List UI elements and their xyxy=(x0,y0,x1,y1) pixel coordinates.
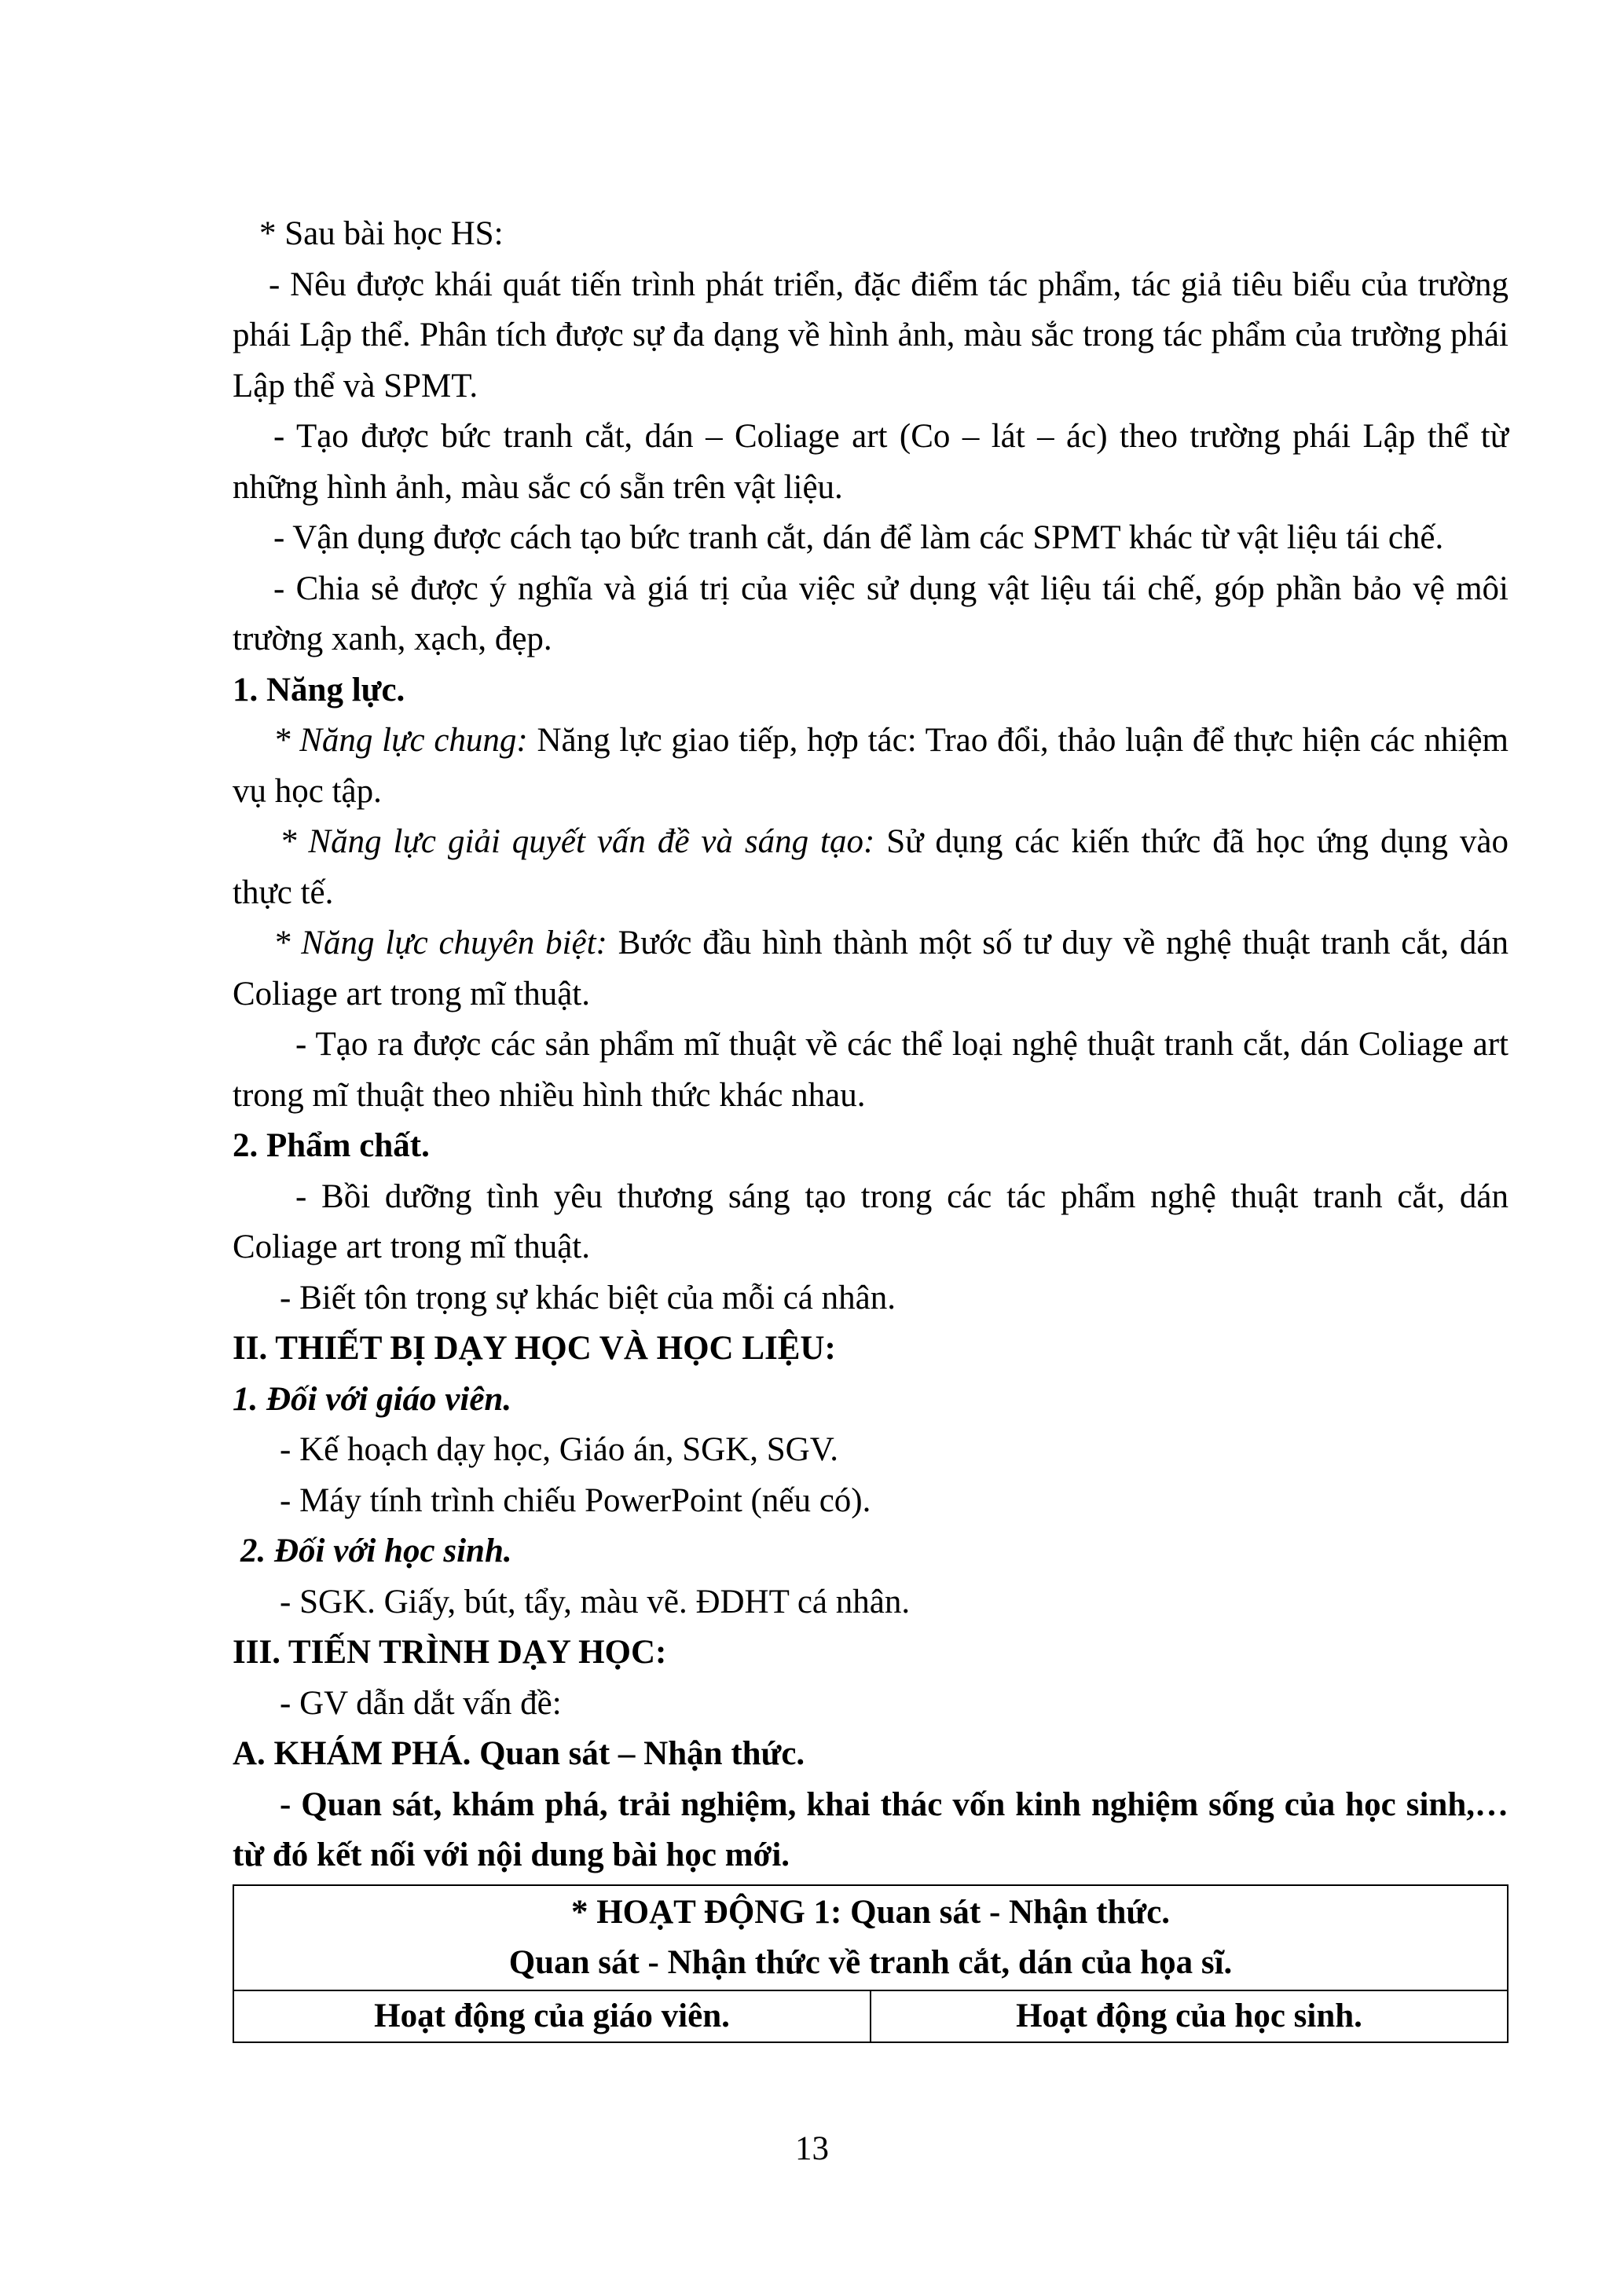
objective-paragraph: - Nêu được khái quát tiến trình phát triển, đặc điểm tác phẩm, tác giả tiêu biểu của trường phái Lập thể. Phân tích được sự đa dạng về hình ảnh, màu sắc trong tác phẩm của trường phái Lập thể và SPMT. xyxy=(233,265,1509,405)
page-number: 13 xyxy=(795,2130,829,2167)
heading-giao-vien: 1. Đối với giáo viên. xyxy=(233,1380,512,1418)
ton-trong-paragraph: - Biết tôn trọng sự khác biệt của mỗi cá nhân. xyxy=(280,1279,896,1316)
list-item: - Máy tính trình chiếu PowerPoint (nếu có). xyxy=(280,1481,871,1519)
list-item: - Kế hoạch dạy học, Giáo án, SGK, SGV. xyxy=(280,1431,838,1468)
document-body xyxy=(233,209,1509,2043)
objective-paragraph: - Chia sẻ được ý nghĩa và giá trị của việc sử dụng vật liệu tái chế, góp phần bảo vệ môi trường xanh, xạch, đẹp. xyxy=(233,569,1509,657)
heading-thiet-bi: II. THIẾT BỊ DẠY HỌC VÀ HỌC LIỆU: xyxy=(233,1330,836,1367)
intro-line: * Sau bài học HS: xyxy=(259,215,504,252)
tao-ra-paragraph: - Tạo ra được các sản phẩm mĩ thuật về các thể loại nghệ thuật tranh cắt, dán Coliage art trong mĩ thuật theo nhiều hình thức khác nhau. xyxy=(233,1026,1509,1114)
nang-luc-chung xyxy=(233,716,1509,817)
activity-title: * HOẠT ĐỘNG 1: Quan sát - Nhận thức. xyxy=(570,1893,1171,1931)
teacher-column-header: Hoạt động của giáo viên. xyxy=(233,1990,871,2042)
nang-luc-giai-quyet-text: Sử dụng các kiến thức đã học ứng dụng vào thực tế. xyxy=(233,823,1509,911)
nang-luc-chuyen-biet-text: Bước đầu hình thành một số tư duy về nghệ thuật tranh cắt, dán Coliage art trong mĩ thuật. xyxy=(233,925,1509,1013)
activity-subtitle: Quan sát - Nhận thức về tranh cắt, dán của họa sĩ. xyxy=(508,1943,1233,1981)
nang-luc-chuyen-biet-label: * Năng lực chuyên biệt: xyxy=(273,925,607,961)
boi-duong-paragraph: - Bồi dưỡng tình yêu thương sáng tạo trong các tác phẩm nghệ thuật tranh cắt, dán Coliage art trong mĩ thuật. xyxy=(233,1177,1509,1265)
nang-luc-chung-text: Năng lực giao tiếp, hợp tác: Trao đổi, thảo luận để thực hiện các nhiệm vụ học tập. xyxy=(233,722,1509,810)
gv-dan-dat: - GV dẫn dắt vấn đề: xyxy=(280,1684,562,1722)
nang-luc-chuyen-biet xyxy=(233,918,1509,1020)
heading-tien-trinh: III. TIẾN TRÌNH DẠY HỌC: xyxy=(233,1634,667,1671)
heading-kham-pha: A. KHÁM PHÁ. Quan sát – Nhận thức. xyxy=(233,1735,805,1772)
heading-pham-chat: 2. Phẩm chất. xyxy=(233,1127,430,1164)
heading-nang-luc: 1. Năng lực. xyxy=(233,671,405,709)
nang-luc-chung-label: * Năng lực chung: xyxy=(273,722,528,759)
objective-paragraph: - Vận dụng được cách tạo bức tranh cắt, dán để làm các SPMT khác từ vật liệu tái chế. xyxy=(273,519,1444,556)
student-column-header: Hoạt động của học sinh. xyxy=(871,1990,1508,2042)
list-item: - SGK. Giấy, bút, tẩy, màu vẽ. ĐDHT cá nhân. xyxy=(280,1583,911,1620)
objective-paragraph: - Tạo được bức tranh cắt, dán – Coliage art (Co – lát – ác) theo trường phái Lập thể từ những hình ảnh, màu sắc có sẵn trên vật liệu. xyxy=(233,418,1509,506)
activity-table xyxy=(233,1884,1509,2043)
nang-luc-giai-quyet-label: * Năng lực giải quyết vấn đề và sáng tạo: xyxy=(280,823,875,860)
heading-hoc-sinh: 2. Đối với học sinh. xyxy=(240,1532,512,1569)
quan-sat-paragraph: - Quan sát, khám phá, trải nghiệm, khai thác vốn kinh nghiệm sống của học sinh,…từ đó kết nối với nội dung bài học mới. xyxy=(233,1785,1509,1873)
activity-table-header xyxy=(233,1885,1508,1990)
nang-luc-giai-quyet xyxy=(233,817,1509,918)
